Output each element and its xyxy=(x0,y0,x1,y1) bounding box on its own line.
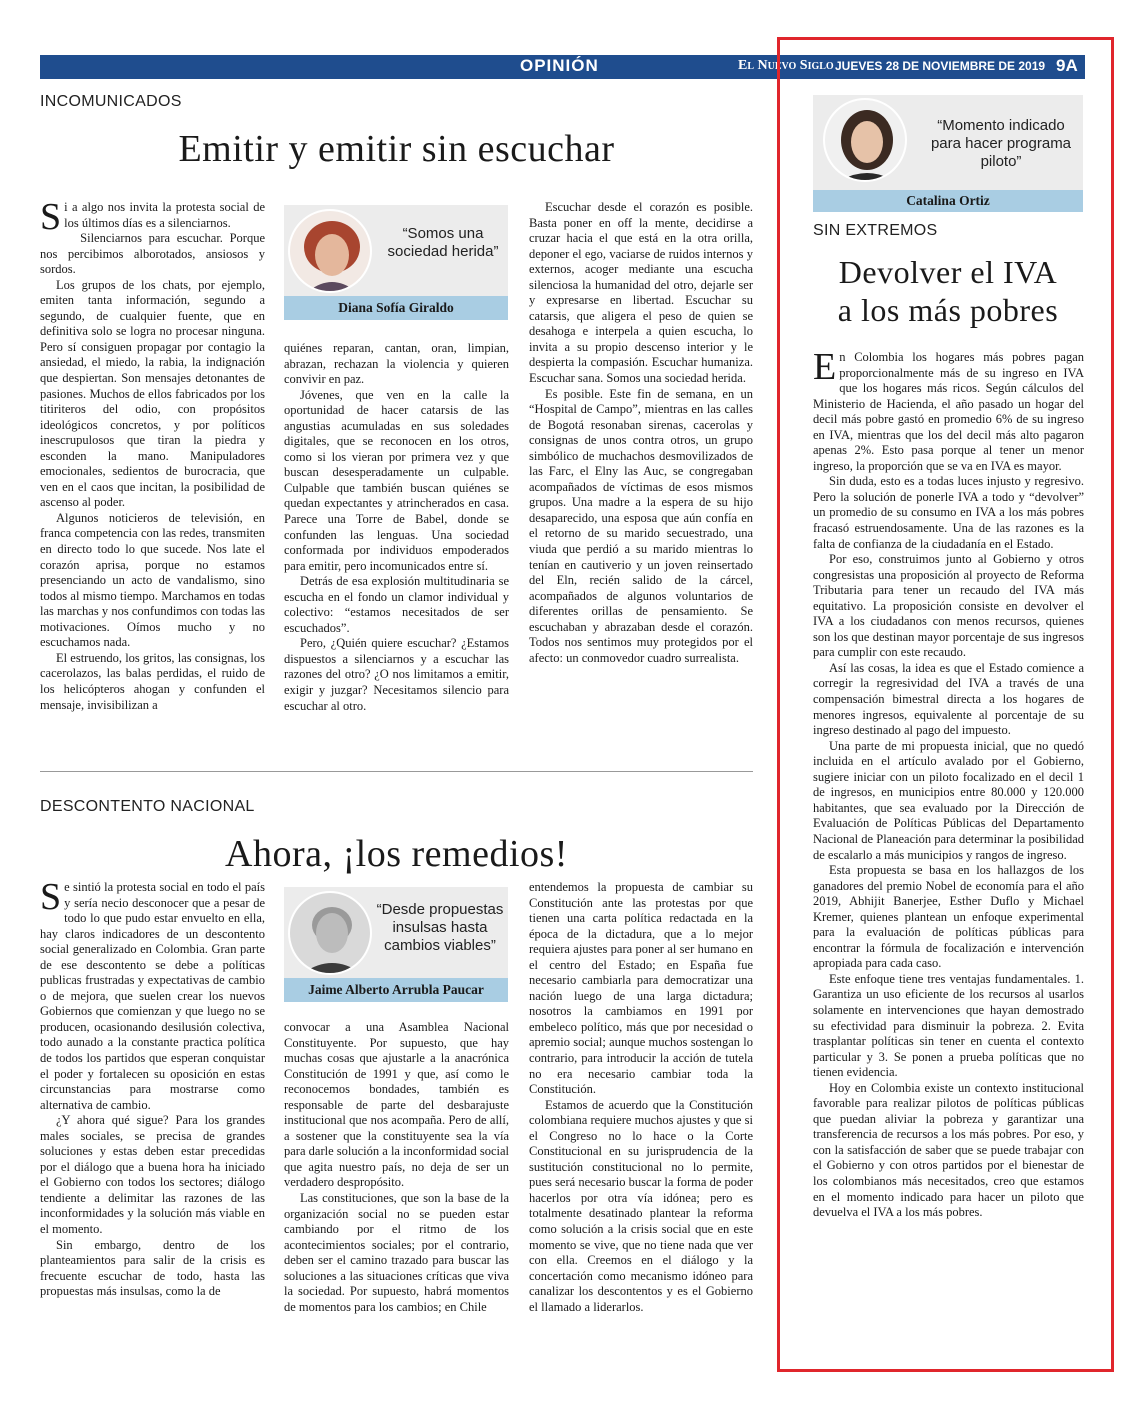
article1-column-1 xyxy=(40,196,265,713)
pull-quote: “Momento indicado para hacer programa piloto” xyxy=(930,117,1072,170)
author-quote-box xyxy=(284,205,508,320)
pull-quote: “Desde propuestas insulsas hasta cambios viables” xyxy=(376,901,504,954)
author-name: Diana Sofía Giraldo xyxy=(284,296,508,320)
issue-date: JUEVES 28 DE NOVIEMBRE DE 2019 xyxy=(835,59,1046,73)
author-photo xyxy=(288,891,372,975)
article1-column-2 xyxy=(284,341,509,714)
paragraph: Hoy en Colombia existe un contexto institucional favorable para realizar pilotos de políticas públicas que puedan aliviar la pobreza y garantizar una transferencia de recursos a los más pobres. Por eso, y con la satisfacción de saber que se puede trabajar con el Gobierno y con otros partidos por el bienestar de los colombianos más necesitados, creo que estamos en el momento indicado para hacer un piloto que devuelva el IVA a los más pobres. xyxy=(813,1080,1084,1220)
paragraph: Es posible. Este fin de semana, en un “Hospital de Campo”, mientras en las calles de Bogotá resonaban sirenas, cacerolas y consignas de unos contra otros, un grupo simbólico de muchachos desmovilizados de las Farc, el Elny las Auc, se congregaban acompañados de víctimas de esos mismos grupos. Una madre a la espera de su hijo desaparecido, una esposa que aún confía en el retorno de su marido secuestrado, una viuda que perdió a su marido mientras lo tenían en cautiverio y un joven reinsertado del Eln, recién salido de la cárcel, acompañados de algunos voluntarios de diferentes orillas de pensamiento. Se escuchaban y abrazaban desde el corazón. Todos nos sentimos muy protegidos por el afecto: un conmovedor cuadro surrealista. xyxy=(529,386,753,665)
paragraph: Si a algo nos invita la protesta social de los últimos días es a silenciarnos. xyxy=(40,196,265,238)
article2-column-2 xyxy=(284,1020,509,1315)
paragraph: El estruendo, los gritos, las consignas, los cacerolazos, las balas perdidas, el ruido de los helicópteros ahogan y confunden el mensaje, invisibilizan a xyxy=(40,650,265,712)
pull-quote: “Somos una sociedad herida” xyxy=(387,225,499,260)
drop-cap: S xyxy=(40,876,62,918)
highlight-frame xyxy=(777,37,1114,1372)
paragraph: Escuchar desde el corazón es posible. Basta poner en off la mente, decidirse a cruzar hacia el que está en la otra orilla, deponer el ego, vaciarse de ruidos internos y externos, acoger mediante una escucha silenciosa la humanidad del otro, dejarle ser y expresarse en libertad. Escuchar su catarsis, que aligera el peso de quien se desahoga e interpela a quien escucha, lo invita a su propio descenso interior y le despierta la compasión. Escuchar humaniza. Escuchar sana. Somos una sociedad herida. xyxy=(529,200,753,386)
paragraph: Las constituciones, que son la base de la organización social no se pueden estar cambiando por el ritmo de los acontecimientos sociales; por el contrario, deben ser el camino trazado para buscar las soluciones a las situaciones críticas que viva la sociedad. Por supuesto, habrá momentos de momentos para los cambios; en Chile xyxy=(284,1191,509,1314)
newspaper-name: El Nuevo Siglo xyxy=(738,58,834,73)
author-name: Catalina Ortiz xyxy=(813,190,1083,212)
paragraph: En Colombia los hogares más pobres pagan proporcionalmente más de su ingreso en IVA que los hogares más ricos. Según cálculos del Ministerio de Hacienda, el año pasado un hogar del decil más pobre gastó en promedio 6% de su ingreso en IVA, mientras que los del decil más alto pagaron apenas 2%. Esto pasa porque al tener un menor ingreso, la proporción que se va en IVA es mayor. xyxy=(813,346,1084,473)
paragraph: Algunos noticieros de televisión, en franca competencia con las redes, transmiten en directo todo lo que sucede. Nos late el corazón aprisa, porque no estamos presenciando un acto de vandalismo, sino todos al mismo tiempo. Marchamos en todas las marchas y nos confundimos con todas las motivaciones. Oímos mucho y no escuchamos nada. xyxy=(40,510,265,650)
paragraph: Sin duda, esto es a todas luces injusto y regresivo. Pero la solución de ponerle IVA a todo y “devolver” un promedio de su consumo en IVA a los más pobres fracasó estruendosamente. Una de las razones es la falta de confianza de la ciudadanía en el Estado. xyxy=(813,474,1084,551)
article1-column-3 xyxy=(529,200,753,666)
paragraph: Detrás de esa explosión multitudinaria se escucha en el fondo un clamor individual y colectivo: “estamos necesitados de ser escuchados”. xyxy=(284,574,509,635)
paragraph: Así las cosas, la idea es que el Estado comience a corregir la regresividad del IVA a través de una compensación bimestral directa a los hogares de menores ingresos, equivalente al porcentaje de su ingreso destinado al pago del impuesto. xyxy=(813,660,1084,738)
headline-line: Devolver el IVA xyxy=(838,254,1058,290)
article2-column-3 xyxy=(529,880,753,1315)
article1-kicker: INCOMUNICADOS xyxy=(40,93,182,110)
headline-line: a los más pobres xyxy=(837,292,1059,328)
article3-kicker: SIN EXTREMOS xyxy=(813,222,938,239)
section-title: OPINIÓN xyxy=(520,56,599,75)
paragraph: Los grupos de los chats, por ejemplo, emiten tanta información, segundo a segundo, de cualquier fuente, que en definitiva solo se logra no procesar ninguna. Pero sí consiguen propagar por contagio la ansiedad, el miedo, la rabia, la indignación que despiertan. Son mensajes detonantes de pasiones. Muchos de ellos fabricados por los titiriteros del odio, con propósitos ideológicos concretos, y por políticos inescrupulosos que tiran la piedra y esconden la mano. Manipuladores emocionales, sedientos de burocracia, que ven en el caos que incitan, la posibilidad de ascenso al poder. xyxy=(40,277,265,510)
paragraph: Se sintió la protesta social en todo el país y sería necio desconocer que a pesar de todo lo que pudo estar envuelto en ella, hay claros indicadores de un descontento social generalizado en Colombia. Gran parte de ese descontento se debe a políticas publicas frustradas y expectativas de cambio o de mejora, que suelen crear los nuevos Gobiernos que comienzan y que luego no se producen, ocasionando desilusión colectiva, todo aunado a la constante practica política de todos los partidos que esperan conquistar el poder y fortalecen su oposición en estas circunstancias para mostrarse como alternativa de cambio. xyxy=(40,876,265,1112)
author-portrait-icon xyxy=(290,893,372,975)
paragraph: Este enfoque tiene tres ventajas fundamentales. 1. Garantiza un uso eficiente de los recursos al usarlos solamente en intervenciones que hayan demostrado su efectividad para disminuir la pobreza. 2. Evita trasplantar políticas sin tener en cuenta el contexto particular y 3. Se ponen a prueba políticas que no tienen evidencia. xyxy=(813,971,1084,1080)
paragraph: convocar a una Asamblea Nacional Constituyente. Por supuesto, que hay muchas cosas que ajustarle a la anacrónica Constitución de 1991 y que, así como le reconocemos bondades, también es responsable de parte del desbarajuste institucional que nos acompaña. Pero de allí, a sostener que la constituyente sea la vía para darle solución a la inconformidad social que agita nuestro país, no deja de ser un verdadero despropósito. xyxy=(284,1020,509,1190)
section-divider xyxy=(40,771,753,772)
paragraph: quiénes reparan, cantan, oran, limpian, abrazan, rechazan la violencia y quieren convivir en paz. xyxy=(284,341,509,387)
paragraph: Esta propuesta se basa en los hallazgos de los ganadores del premio Nobel de economía para el año 2019, Abhijit Banerjee, Esther Duflo y Michael Kremer, quienes plantean un enfoque experimental para la evaluación de políticas públicas para encontrar la fórmula de focalización e intervención apropiada para cada caso. xyxy=(813,863,1084,971)
paragraph: Una parte de mi propuesta inicial, que no quedó incluida en el artículo avalado por el Gobierno, sugiere iniciar con un piloto focalizado en el decil 1 de ingresos, en municipios entre 80.000 y 120.000 habitantes, que sea evaluado por la Dirección de Evaluación de Políticas Públicas del Departamento Nacional de Planeación para determinar la posibilidad de escalarlo a más municipios y rangos de ingreso. xyxy=(813,738,1084,862)
article2-column-1 xyxy=(40,876,265,1300)
paragraph: entendemos la propuesta de cambiar su Constitución ante las protestas por que tienen una carta política redactada en la época de la dictadura, que a lo mejor requiera ajustes para poner al ser humano en el centro del Estado; en España fue necesario cambiarla para democratizar una nación luego de una larga dictadura; nosotros la cambiamos en 1991 por embeleco político, más que por necesidad o apremio social; aunque muchos sostengan lo contrario, para introducir la acción de tutela no era necesario cambiar toda la Constitución. xyxy=(529,880,753,1097)
paragraph: Pero, ¿Quién quiere escuchar? ¿Estamos dispuestos a silenciarnos y a escuchar las razones del otro? ¿O nos limitamos a emitir, exigir y juzgar? Necesitamos silencio para escuchar al otro. xyxy=(284,636,509,713)
author-name: Jaime Alberto Arrubla Paucar xyxy=(284,978,508,1002)
paragraph: Jóvenes, que ven en la calle la oportunidad de hacer catarsis de las angustias acumuladas en sus soledades digitales, que se reconocen en los otros, como si los vieran por primera vez y que buscan desesperadamente un culpable. Culpable que también buscan quiénes se quedan expectantes y atrincherados en casa. Parece una Torre de Babel, donde se confunden las lenguas. Una sociedad conformada por individuos empoderados para emitir, pero incomunicados entre sí. xyxy=(284,387,509,573)
paragraph: Por eso, construimos junto al Gobierno y otros congresistas una proposición al proyecto de Reforma Tributaria para tener un recaudo del IVA más equitativo. La proposición consiste en devolver el IVA a los ciudadanos con menos recursos, quienes son los que destinan mayor porcentaje de sus ingresos para cumplir con este recaudo. xyxy=(813,552,1084,660)
drop-cap: E xyxy=(813,346,837,388)
article2-kicker: DESCONTENTO NACIONAL xyxy=(40,798,255,815)
paragraph: Estamos de acuerdo que la Constitución colombiana requiere muchos ajustes y que si el Congreso no lo hace o la Corte Constitucional en su jurisprudencia de la sustitución constitucional no lo permite, pues será necesario buscar la forma de poder hacerlos por otra vía idónea; pero es totalmente desatinado plantear la reforma como solución a la crisis social que en este momento se vive, que no tiene nada que ver con ella. Creemos en el diálogo y la concertación como mecanismo idóneo para canalizar los descontentos y es el Gobierno el llamado a liderarlos. xyxy=(529,1097,753,1314)
author-photo xyxy=(288,209,372,293)
author-quote-box xyxy=(284,887,508,1002)
paragraph: ¿Y ahora qué sigue? Para los grandes males sociales, se precisa de grandes soluciones y estas deben estar precedidas por el diálogo que a buena hora ha iniciado el Gobierno con todos los sectores; diálogo tendiente a delimitar las razones de las inconformidades y la solución más viable en el momento. xyxy=(40,1113,265,1237)
author-portrait-icon xyxy=(290,211,372,293)
article1-headline: Emitir y emitir sin escuchar xyxy=(178,128,615,170)
drop-cap: S xyxy=(40,196,62,238)
paragraph: Silenciarnos para escuchar. Porque nos percibimos alborotados, ansiosos y sordos. xyxy=(40,231,265,277)
page-number: 9A xyxy=(1056,56,1078,75)
paragraph: Sin embargo, dentro de los planteamientos para salir de la crisis es frecuente escuchar de todo, hasta las propuestas más insulsas, como la de xyxy=(40,1237,265,1299)
article2-headline: Ahora, ¡los remedios! xyxy=(225,833,568,875)
